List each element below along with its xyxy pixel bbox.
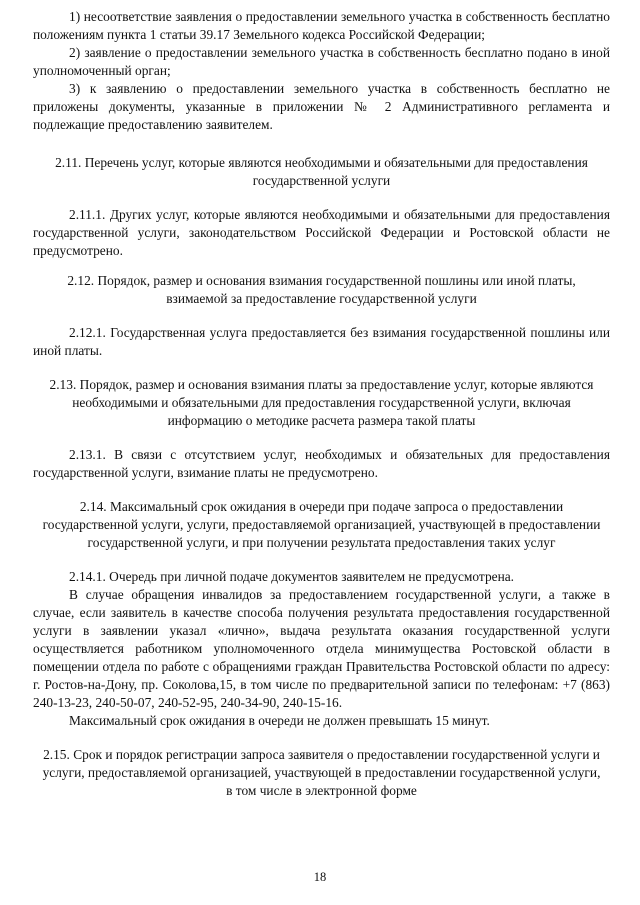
list-item-3: 3) к заявлению о предоставлении земельного участка в собственность бесплатно не приложены документы, указанные в приложении № 2 Административного регламента и подлежащие предоставлению заявителем. [33, 81, 610, 132]
list-item-1: 1) несоответствие заявления о предоставлении земельного участка в собственность бесплатно положениям пункта 1 статьи 39.17 Земельного кодекса Российской Федерации; [33, 9, 610, 42]
paragraph-2-13-1: 2.13.1. В связи с отсутствием услуг, необходимых и обязательных для предоставления государственной услуги, взимание платы не предусмотрено. [33, 447, 610, 480]
section-heading-2-14: 2.14. Максимальный срок ожидания в очереди при подаче запроса о предоставлении государственной услуги, услуги, предоставляемой организацией, участвующей в предоставлении государственной услуги, и при получении результата предоставления таких услуг [42, 499, 601, 550]
paragraph-2-14-1-continued: В случае обращения инвалидов за предоставлением государственной услуги, а также в случае, если заявитель в качестве способа получения результата предоставления государственной услуги в заявлении указал «лично», выдача результата оказания государственной услуги осуществляется работником уполномоченного отдела минимущества Ростовской области в помещении отдела по работе с обращениями граждан Правительства Ростовской области по адресу: г. Ростов-на-Дону, пр. Соколова,15, в том числе по предварительной записи по телефонам: +7 (863) 240-13-23, 240-50-07, 240-52-95, 240-34-90, 240-15-16. [33, 587, 610, 710]
paragraph-2-11-1: 2.11.1. Других услуг, которые являются необходимыми и обязательными для предоставления государственной услуги, законодательством Российской Федерации и Ростовской области не предусмотрено. [33, 207, 610, 258]
page-number: 18 [313, 870, 327, 884]
section-heading-2-11: 2.11. Перечень услуг, которые являются необходимыми и обязательными для предоставления государственной услуги [55, 155, 588, 188]
list-item-2: 2) заявление о предоставлении земельного участка в собственность бесплатно подано в иной уполномоченный орган; [33, 45, 610, 78]
document-page [33, 8, 610, 800]
section-heading-2-15: 2.15. Срок и порядок регистрации запроса заявителя о предоставлении государственной услуги и услуги, предоставляемой организацией, участвующей в предоставлении государственной услуги, в том числе в электронной форме [42, 747, 601, 798]
section-heading-2-13: 2.13. Порядок, размер и основания взимания платы за предоставление услуг, которые являются необходимыми и обязательными для предоставления государственной услуги, включая информацию о методике расчета размера такой платы [49, 377, 594, 428]
paragraph-2-14-1: 2.14.1. Очередь при личной подаче документов заявителем не предусмотрена. [69, 569, 515, 584]
paragraph-2-12-1: 2.12.1. Государственная услуга предоставляется без взимания государственной пошлины или иной платы. [33, 325, 610, 358]
paragraph-max-wait: Максимальный срок ожидания в очереди не должен превышать 15 минут. [69, 713, 490, 728]
section-heading-2-12: 2.12. Порядок, размер и основания взимания государственной пошлины или иной платы, взимаемой за предоставление государственной услуги [67, 273, 576, 306]
